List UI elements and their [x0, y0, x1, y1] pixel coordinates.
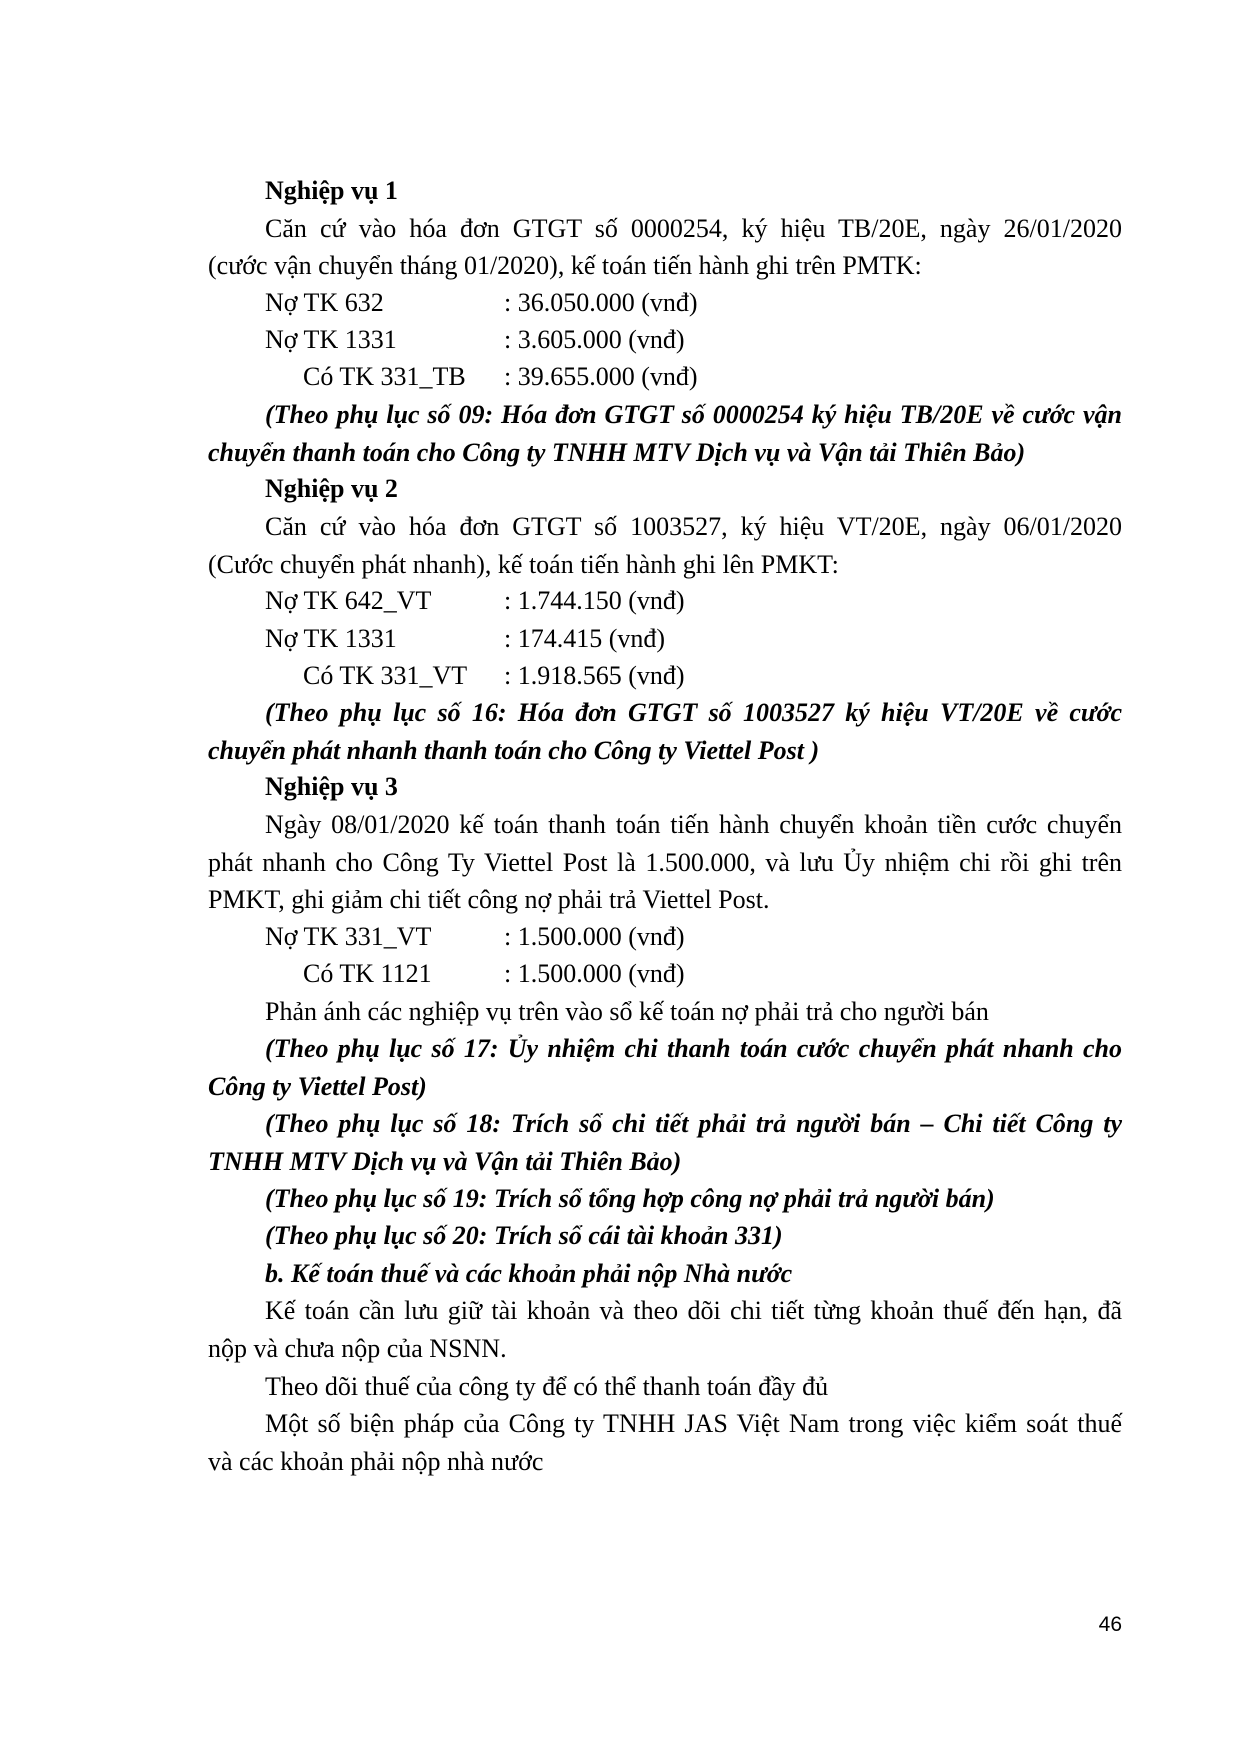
section-2-text-line-2: (Cước chuyển phát nhanh), kế toán tiến hành ghi lên PMKT:	[208, 550, 839, 579]
section-1-entry-2-account: Nợ TK 1331	[265, 325, 397, 354]
subsection-paragraph-2: Theo dõi thuế của công ty để có thể thanh toán đầy đủ	[265, 1372, 829, 1401]
section-2-entry-2-amount: : 174.415 (vnđ)	[504, 624, 666, 653]
section-2-reference-line-2: chuyển phát nhanh thanh toán cho Công ty Viettel Post )	[208, 736, 820, 765]
section-1-reference-line-2: chuyển thanh toán cho Công ty TNHH MTV Dịch vụ và Vận tải Thiên Bảo)	[208, 438, 1026, 467]
section-3-reference-2-line-1: (Theo phụ lục số 18: Trích sổ chi tiết phải trả người bán – Chi tiết Công ty	[265, 1109, 1122, 1138]
section-1-heading: Nghiệp vụ 1	[265, 176, 398, 205]
section-3-entry-2-account: Có TK 1121	[303, 959, 432, 988]
section-3-heading: Nghiệp vụ 3	[265, 772, 398, 801]
section-3-text-line-3: PMKT, ghi giảm chi tiết công nợ phải trả Viettel Post.	[208, 885, 770, 914]
section-2-entry-1-amount: : 1.744.150 (vnđ)	[504, 586, 685, 615]
section-2-entry-3-account: Có TK 331_VT	[303, 661, 468, 690]
section-1-entry-1-account: Nợ TK 632	[265, 288, 384, 317]
subsection-heading: b. Kế toán thuế và các khoản phải nộp Nhà nước	[265, 1259, 793, 1288]
subsection-paragraph-3-line-1: Một số biện pháp của Công ty TNHH JAS Việt Nam trong việc kiểm soát thuế	[265, 1409, 1122, 1438]
section-1-entry-3-account: Có TK 331_TB	[303, 362, 466, 391]
section-3-reference-2-line-2: TNHH MTV Dịch vụ và Vận tải Thiên Bảo)	[208, 1147, 682, 1176]
section-2-text-line-1: Căn cứ vào hóa đơn GTGT số 1003527, ký hiệu VT/20E, ngày 06/01/2020	[265, 512, 1122, 541]
section-3-summary: Phản ánh các nghiệp vụ trên vào sổ kế toán nợ phải trả cho người bán	[265, 997, 989, 1026]
subsection-paragraph-3-line-2: và các khoản phải nộp nhà nước	[208, 1447, 544, 1476]
section-1-entry-3-amount: : 39.655.000 (vnđ)	[504, 362, 698, 391]
section-3-reference-1-line-2: Công ty Viettel Post)	[208, 1072, 427, 1101]
section-3-reference-1-line-1: (Theo phụ lục số 17: Ủy nhiệm chi thanh toán cước chuyển phát nhanh cho	[265, 1034, 1122, 1063]
section-3-entry-1-amount: : 1.500.000 (vnđ)	[504, 922, 685, 951]
section-3-text-line-2: phát nhanh cho Công Ty Viettel Post là 1.500.000, và lưu Ủy nhiệm chi rồi ghi trên	[208, 848, 1122, 877]
section-3-reference-3: (Theo phụ lục số 19: Trích sổ tổng hợp công nợ phải trả người bán)	[265, 1184, 995, 1213]
section-2-heading: Nghiệp vụ 2	[265, 474, 398, 503]
section-3-text-line-1: Ngày 08/01/2020 kế toán thanh toán tiến hành chuyển khoản tiền cước chuyển	[265, 810, 1122, 839]
section-2-entry-2-account: Nợ TK 1331	[265, 624, 397, 653]
section-3-entry-1-account: Nợ TK 331_VT	[265, 922, 432, 951]
section-1-text-line-1: Căn cứ vào hóa đơn GTGT số 0000254, ký hiệu TB/20E, ngày 26/01/2020	[265, 214, 1122, 243]
section-1-entry-1-amount: : 36.050.000 (vnđ)	[504, 288, 698, 317]
section-2-entry-1-account: Nợ TK 642_VT	[265, 586, 432, 615]
section-1-text-line-2: (cước vận chuyển tháng 01/2020), kế toán tiến hành ghi trên PMTK:	[208, 251, 922, 280]
section-3-reference-4: (Theo phụ lục số 20: Trích sổ cái tài khoản 331)	[265, 1221, 783, 1250]
subsection-paragraph-1-line-1: Kế toán cần lưu giữ tài khoản và theo dõi chi tiết từng khoản thuế đến hạn, đã	[265, 1296, 1122, 1325]
section-1-entry-2-amount: : 3.605.000 (vnđ)	[504, 325, 685, 354]
section-2-reference-line-1: (Theo phụ lục số 16: Hóa đơn GTGT số 1003527 ký hiệu VT/20E về cước	[265, 698, 1122, 727]
section-3-entry-2-amount: : 1.500.000 (vnđ)	[504, 959, 685, 988]
section-2-entry-3-amount: : 1.918.565 (vnđ)	[504, 661, 685, 690]
section-1-reference-line-1: (Theo phụ lục số 09: Hóa đơn GTGT số 0000254 ký hiệu TB/20E về cước vận	[265, 400, 1122, 429]
page-number: 46	[1098, 1613, 1122, 1636]
subsection-paragraph-1-line-2: nộp và chưa nộp của NSNN.	[208, 1334, 507, 1363]
